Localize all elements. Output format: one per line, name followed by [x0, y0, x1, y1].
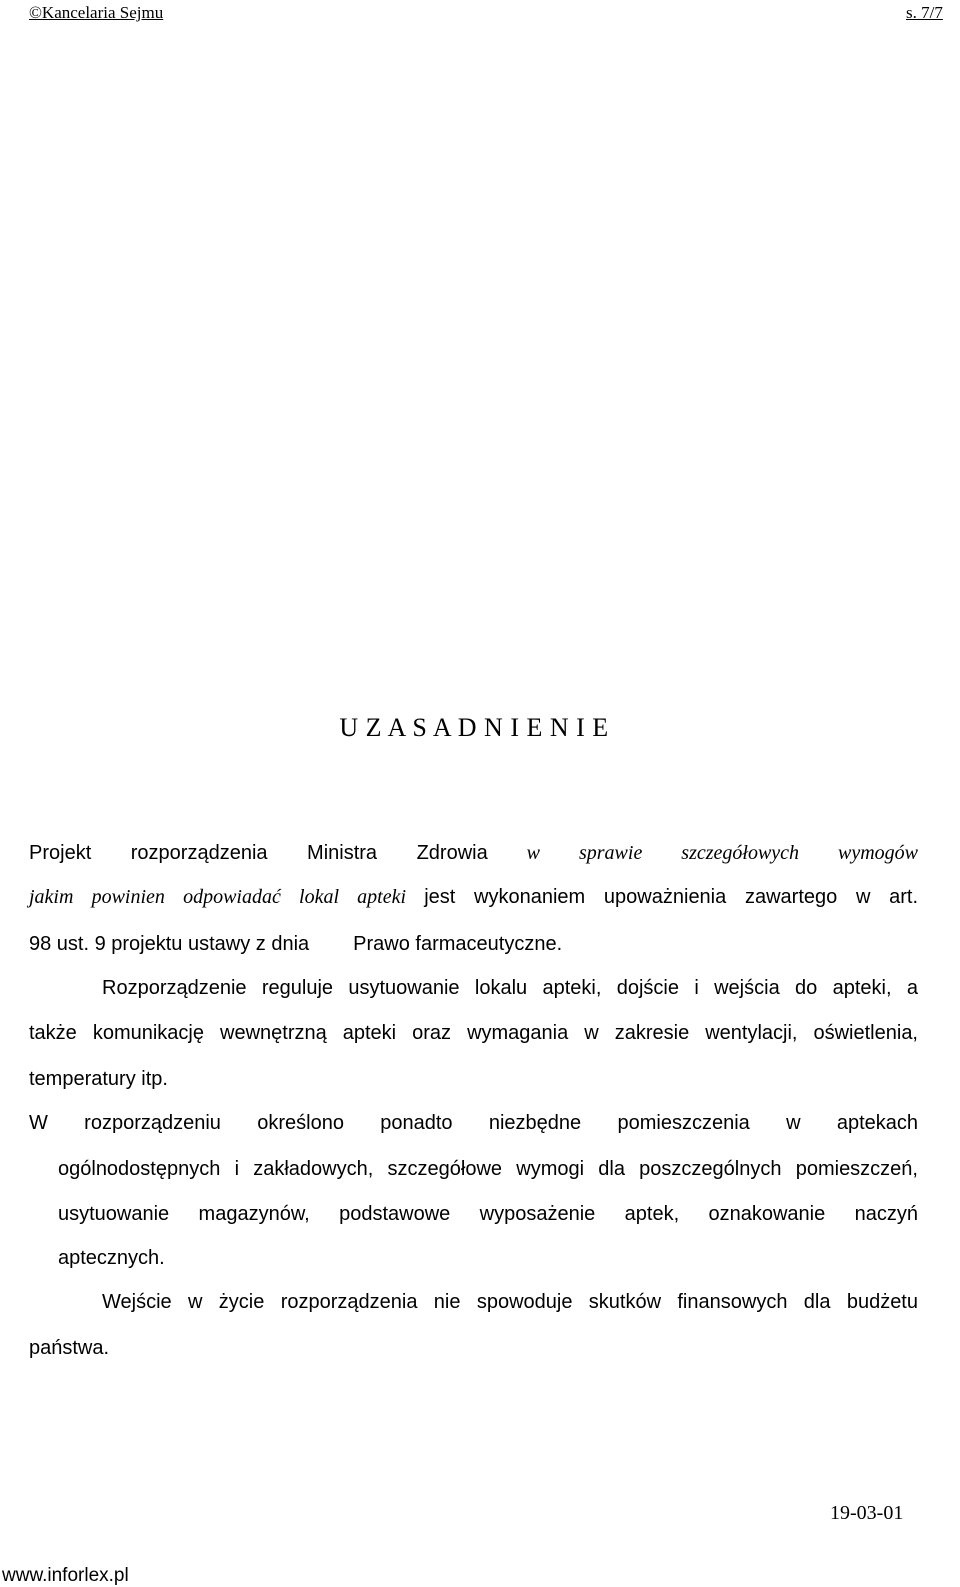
header-source: ©Kancelaria Sejmu: [29, 3, 164, 22]
p1-line3-text-b: Prawo farmaceutyczne.: [353, 933, 563, 955]
p1-line2-italic: jakim powinien odpowiadać lokal apteki: [29, 886, 407, 908]
paragraph-4-line-1: Wejście w życie rozporządzenia nie spowoduje skutków finansowych dla budżetu: [102, 1291, 918, 1313]
p1-line3-text-a: 98 ust. 9 projektu ustawy z dnia: [29, 933, 310, 955]
paragraph-1-line-1: [29, 839, 918, 867]
paragraph-3-line-4: aptecznych.: [58, 1247, 165, 1269]
paragraph-2-line-2: także komunikację wewnętrzną apteki oraz wymagania w zakresie wentylacji, oświetlenia,: [29, 1022, 918, 1044]
document-date: 19-03-01: [830, 1502, 904, 1524]
paragraph-3-line-2: ogólnodostępnych i zakładowych, szczegółowe wymogi dla poszczególnych pomieszczeń,: [58, 1158, 918, 1180]
document-title: U Z A S A D N I E N I E: [339, 713, 609, 742]
p1-line2-text: jest wykonaniem upoważnienia zawartego w art.: [424, 886, 919, 908]
paragraph-3-line-3: usytuowanie magazynów, podstawowe wyposażenie aptek, oznakowanie naczyń: [58, 1203, 918, 1225]
header-page-number: s. 7/7: [906, 3, 943, 22]
p1-line1-italic: w sprawie szczegółowych wymogów: [526, 842, 918, 864]
paragraph-1-line-2: [29, 883, 918, 911]
footer-url: www.inforlex.pl: [2, 1565, 129, 1586]
paragraph-1-line-3: [29, 930, 918, 958]
p1-line1-text: Projekt rozporządzenia Ministra Zdrowia: [29, 842, 488, 864]
paragraph-2-line-1: Rozporządzenie reguluje usytuowanie lokalu apteki, dojście i wejścia do apteki, a: [102, 977, 918, 999]
paragraph-3-line-1: W rozporządzeniu określono ponadto niezbędne pomieszczenia w aptekach: [29, 1112, 918, 1134]
paragraph-2-line-3: temperatury itp.: [29, 1068, 168, 1090]
paragraph-4-line-2: państwa.: [29, 1337, 110, 1359]
